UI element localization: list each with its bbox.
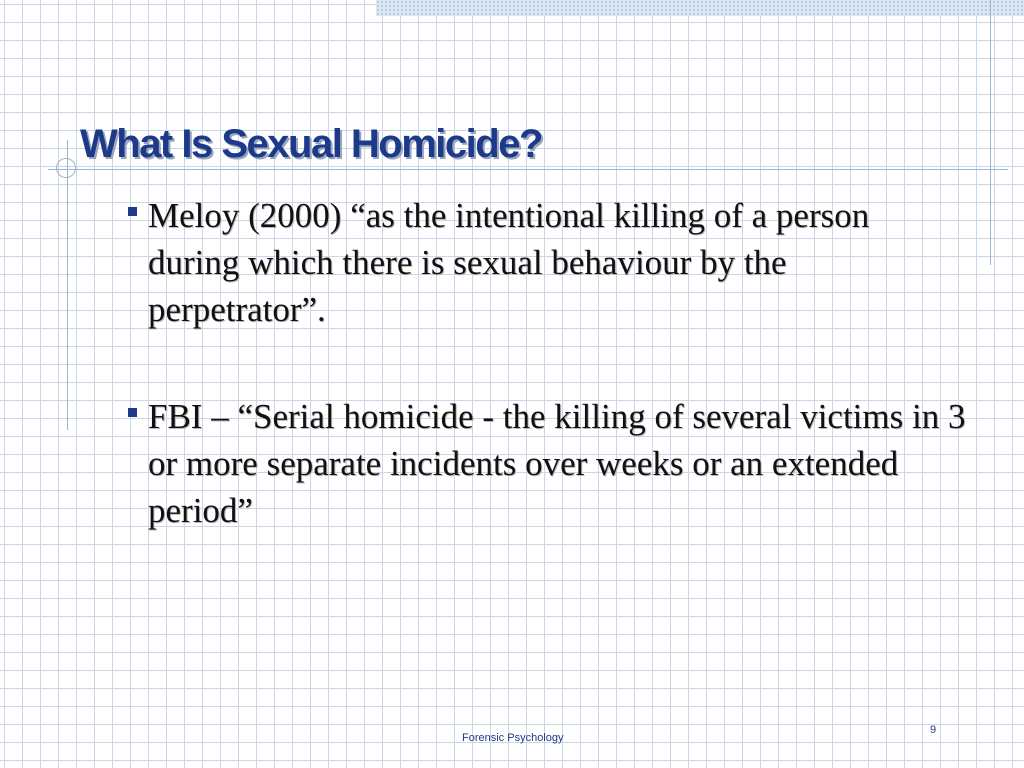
- title-underline-accent: [48, 169, 1008, 170]
- bullet-item-meloy: [128, 192, 968, 333]
- top-decorative-band: [376, 0, 1024, 16]
- bullet-text: Meloy (2000) “as the intentional killing of a person during which there is sexual behaviour by the perpetrator”.: [148, 196, 870, 329]
- slide-title: What Is Sexual Homicide?: [80, 122, 542, 166]
- bullet-item-fbi: [128, 393, 968, 534]
- square-bullet-icon: [128, 408, 137, 417]
- left-accent-line: [67, 140, 68, 430]
- bullet-text: FBI – “Serial homicide - the killing of several victims in 3 or more separate incidents over weeks or an extended period”: [148, 397, 966, 530]
- square-bullet-icon: [128, 207, 137, 216]
- right-accent-line: [990, 0, 991, 265]
- page-number: 9: [930, 724, 937, 736]
- bullet-list: [128, 192, 968, 534]
- accent-circle: [56, 158, 76, 178]
- footer-text: Forensic Psychology: [462, 732, 564, 744]
